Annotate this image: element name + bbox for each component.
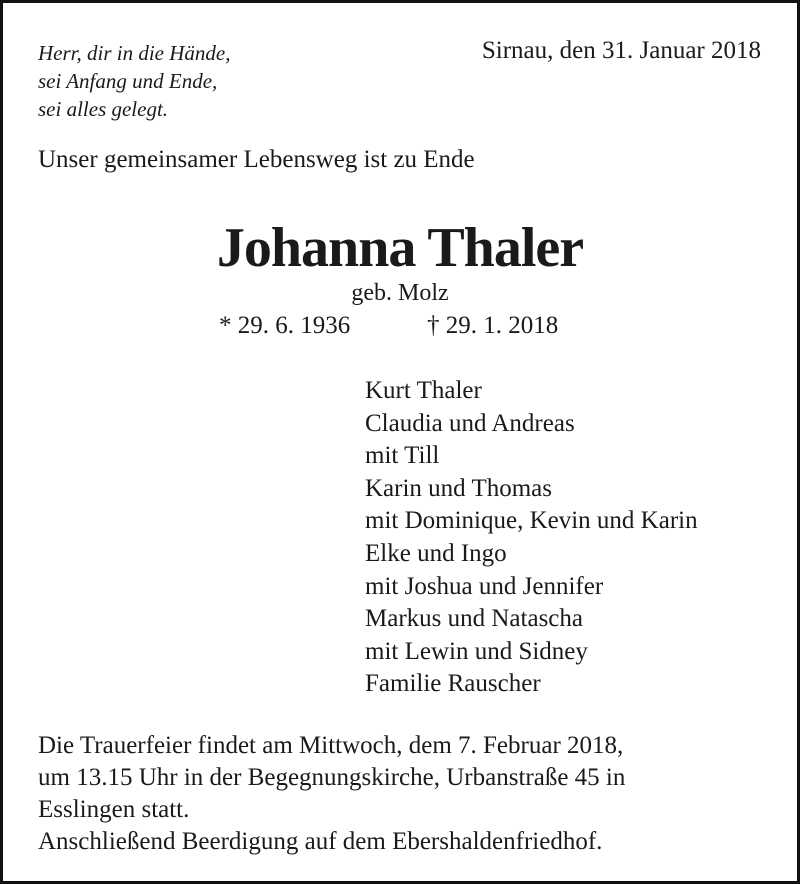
- mourner-line: Elke und Ingo: [365, 539, 507, 567]
- place-and-date: Sirnau, den 31. Januar 2018: [481, 37, 761, 64]
- notice-line: Die Trauerfeier findet am Mittwoch, dem 7. Februar 2018,: [38, 732, 624, 759]
- notice-line: Esslingen statt.: [38, 796, 190, 823]
- death-date: † 29. 1. 2018: [427, 312, 559, 339]
- mourner-line: mit Lewin und Sidney: [365, 637, 588, 665]
- mourner-line: Familie Rauscher: [365, 670, 541, 698]
- verse-line: sei Anfang und Ende,: [38, 69, 218, 93]
- maiden-name: geb. Molz: [351, 280, 449, 306]
- intro-text: Unser gemeinsamer Lebensweg ist zu Ende: [38, 146, 475, 173]
- deceased-name: Johanna Thaler: [216, 217, 584, 279]
- mourner-line: Karin und Thomas: [365, 474, 553, 502]
- bible-verse: [38, 39, 231, 123]
- mourner-line: Kurt Thaler: [365, 377, 482, 404]
- notice-line: Anschließend Beerdigung auf dem Ebershaldenfriedhof.: [38, 828, 603, 855]
- birth-date: * 29. 6. 1936: [219, 312, 351, 339]
- mourner-line: mit Dominique, Kevin und Karin: [365, 507, 698, 535]
- verse-line: Herr, dir in die Hände,: [38, 41, 231, 65]
- mourner-line: mit Till: [365, 442, 440, 470]
- verse-line: sei alles gelegt.: [38, 97, 169, 121]
- mourners-list: [365, 375, 698, 701]
- funeral-notice: [38, 730, 768, 858]
- notice-line: um 13.15 Uhr in der Begegnungskirche, Urbanstraße 45 in: [38, 764, 626, 791]
- mourner-line: Claudia und Andreas: [365, 409, 575, 437]
- mourner-line: mit Joshua und Jennifer: [365, 572, 604, 600]
- mourner-line: Markus und Natascha: [365, 605, 583, 633]
